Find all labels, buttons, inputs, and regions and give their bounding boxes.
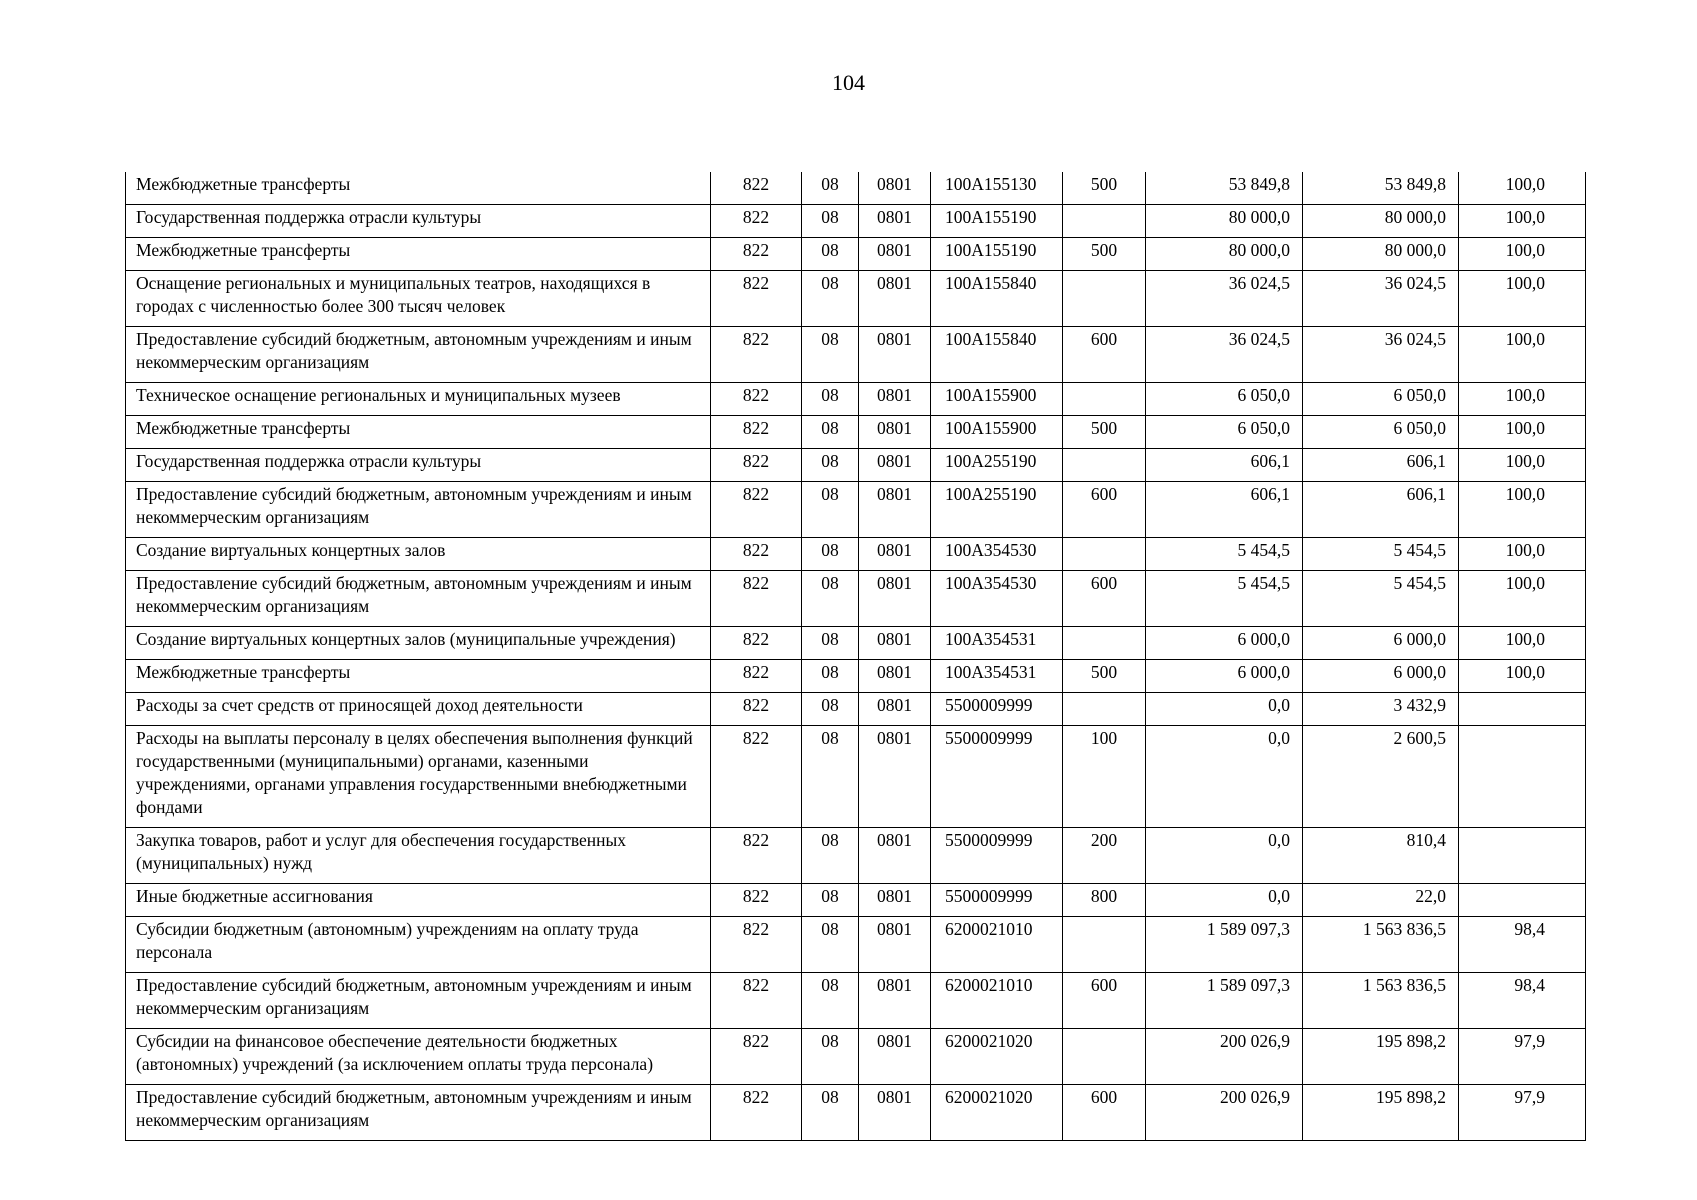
subsection-code-cell: 0801 bbox=[859, 271, 931, 327]
ministry-code-cell: 822 bbox=[711, 238, 802, 271]
subsection-code-cell: 0801 bbox=[859, 627, 931, 660]
execution-percent-cell bbox=[1459, 726, 1586, 828]
table-row bbox=[126, 693, 1586, 726]
execution-percent-cell: 100,0 bbox=[1459, 271, 1586, 327]
expense-name-cell: Государственная поддержка отрасли культуры bbox=[126, 449, 711, 482]
ministry-code-cell: 822 bbox=[711, 917, 802, 973]
actual-amount-cell: 5 454,5 bbox=[1303, 571, 1459, 627]
actual-amount-cell: 3 432,9 bbox=[1303, 693, 1459, 726]
section-code-cell: 08 bbox=[802, 884, 859, 917]
table-row bbox=[126, 660, 1586, 693]
planned-amount-cell: 6 000,0 bbox=[1146, 627, 1303, 660]
planned-amount-cell: 200 026,9 bbox=[1146, 1085, 1303, 1141]
planned-amount-cell: 0,0 bbox=[1146, 726, 1303, 828]
execution-percent-cell: 100,0 bbox=[1459, 327, 1586, 383]
actual-amount-cell: 53 849,8 bbox=[1303, 172, 1459, 205]
target-article-cell: 100A255190 bbox=[931, 482, 1063, 538]
section-code-cell: 08 bbox=[802, 660, 859, 693]
expense-type-cell bbox=[1063, 449, 1146, 482]
subsection-code-cell: 0801 bbox=[859, 693, 931, 726]
planned-amount-cell: 53 849,8 bbox=[1146, 172, 1303, 205]
expense-name-cell: Закупка товаров, работ и услуг для обеспечения государственных (муниципальных) нужд bbox=[126, 828, 711, 884]
expense-type-cell: 500 bbox=[1063, 416, 1146, 449]
table-row bbox=[126, 571, 1586, 627]
planned-amount-cell: 606,1 bbox=[1146, 482, 1303, 538]
section-code-cell: 08 bbox=[802, 571, 859, 627]
expense-name-cell: Оснащение региональных и муниципальных театров, находящихся в городах с численностью более 300 тысяч человек bbox=[126, 271, 711, 327]
ministry-code-cell: 822 bbox=[711, 571, 802, 627]
subsection-code-cell: 0801 bbox=[859, 383, 931, 416]
target-article-cell: 100A255190 bbox=[931, 449, 1063, 482]
target-article-cell: 100A354531 bbox=[931, 660, 1063, 693]
subsection-code-cell: 0801 bbox=[859, 726, 931, 828]
expense-name-cell: Предоставление субсидий бюджетным, автономным учреждениям и иным некоммерческим организациям bbox=[126, 973, 711, 1029]
ministry-code-cell: 822 bbox=[711, 884, 802, 917]
section-code-cell: 08 bbox=[802, 205, 859, 238]
planned-amount-cell: 6 050,0 bbox=[1146, 383, 1303, 416]
planned-amount-cell: 5 454,5 bbox=[1146, 538, 1303, 571]
planned-amount-cell: 0,0 bbox=[1146, 884, 1303, 917]
section-code-cell: 08 bbox=[802, 917, 859, 973]
planned-amount-cell: 0,0 bbox=[1146, 828, 1303, 884]
planned-amount-cell: 36 024,5 bbox=[1146, 327, 1303, 383]
expense-type-cell: 200 bbox=[1063, 828, 1146, 884]
actual-amount-cell: 810,4 bbox=[1303, 828, 1459, 884]
expense-type-cell bbox=[1063, 627, 1146, 660]
expense-type-cell: 100 bbox=[1063, 726, 1146, 828]
ministry-code-cell: 822 bbox=[711, 327, 802, 383]
execution-percent-cell: 98,4 bbox=[1459, 917, 1586, 973]
planned-amount-cell: 1 589 097,3 bbox=[1146, 917, 1303, 973]
planned-amount-cell: 80 000,0 bbox=[1146, 238, 1303, 271]
target-article-cell: 100A155130 bbox=[931, 172, 1063, 205]
actual-amount-cell: 2 600,5 bbox=[1303, 726, 1459, 828]
expense-type-cell bbox=[1063, 1029, 1146, 1085]
ministry-code-cell: 822 bbox=[711, 726, 802, 828]
actual-amount-cell: 36 024,5 bbox=[1303, 327, 1459, 383]
ministry-code-cell: 822 bbox=[711, 538, 802, 571]
ministry-code-cell: 822 bbox=[711, 383, 802, 416]
subsection-code-cell: 0801 bbox=[859, 238, 931, 271]
ministry-code-cell: 822 bbox=[711, 1029, 802, 1085]
expense-name-cell: Создание виртуальных концертных залов bbox=[126, 538, 711, 571]
table-row bbox=[126, 1085, 1586, 1141]
target-article-cell: 100A354530 bbox=[931, 538, 1063, 571]
subsection-code-cell: 0801 bbox=[859, 327, 931, 383]
expense-name-cell: Субсидии бюджетным (автономным) учреждениям на оплату труда персонала bbox=[126, 917, 711, 973]
actual-amount-cell: 6 000,0 bbox=[1303, 627, 1459, 660]
actual-amount-cell: 80 000,0 bbox=[1303, 238, 1459, 271]
target-article-cell: 5500009999 bbox=[931, 884, 1063, 917]
execution-percent-cell: 97,9 bbox=[1459, 1085, 1586, 1141]
subsection-code-cell: 0801 bbox=[859, 917, 931, 973]
table-row bbox=[126, 238, 1586, 271]
target-article-cell: 5500009999 bbox=[931, 693, 1063, 726]
expense-name-cell: Предоставление субсидий бюджетным, автономным учреждениям и иным некоммерческим организациям bbox=[126, 327, 711, 383]
actual-amount-cell: 6 000,0 bbox=[1303, 660, 1459, 693]
target-article-cell: 100A354530 bbox=[931, 571, 1063, 627]
ministry-code-cell: 822 bbox=[711, 482, 802, 538]
section-code-cell: 08 bbox=[802, 383, 859, 416]
execution-percent-cell: 100,0 bbox=[1459, 383, 1586, 416]
page-number: 104 bbox=[832, 70, 865, 95]
actual-amount-cell: 80 000,0 bbox=[1303, 205, 1459, 238]
section-code-cell: 08 bbox=[802, 238, 859, 271]
execution-percent-cell bbox=[1459, 828, 1586, 884]
execution-percent-cell: 100,0 bbox=[1459, 571, 1586, 627]
planned-amount-cell: 5 454,5 bbox=[1146, 571, 1303, 627]
actual-amount-cell: 6 050,0 bbox=[1303, 416, 1459, 449]
ministry-code-cell: 822 bbox=[711, 660, 802, 693]
expense-type-cell: 600 bbox=[1063, 1085, 1146, 1141]
section-code-cell: 08 bbox=[802, 726, 859, 828]
expense-type-cell: 600 bbox=[1063, 571, 1146, 627]
execution-percent-cell: 100,0 bbox=[1459, 416, 1586, 449]
target-article-cell: 6200021020 bbox=[931, 1029, 1063, 1085]
planned-amount-cell: 200 026,9 bbox=[1146, 1029, 1303, 1085]
subsection-code-cell: 0801 bbox=[859, 482, 931, 538]
target-article-cell: 5500009999 bbox=[931, 828, 1063, 884]
planned-amount-cell: 0,0 bbox=[1146, 693, 1303, 726]
ministry-code-cell: 822 bbox=[711, 172, 802, 205]
ministry-code-cell: 822 bbox=[711, 449, 802, 482]
subsection-code-cell: 0801 bbox=[859, 538, 931, 571]
section-code-cell: 08 bbox=[802, 271, 859, 327]
ministry-code-cell: 822 bbox=[711, 828, 802, 884]
table-row bbox=[126, 538, 1586, 571]
execution-percent-cell: 100,0 bbox=[1459, 238, 1586, 271]
expense-name-cell: Предоставление субсидий бюджетным, автономным учреждениям и иным некоммерческим организациям bbox=[126, 482, 711, 538]
section-code-cell: 08 bbox=[802, 538, 859, 571]
expense-name-cell: Расходы на выплаты персоналу в целях обеспечения выполнения функций государственными (муниципальными) органами, казенными учреждениями, органами управления государственными внебюджетными фондами bbox=[126, 726, 711, 828]
planned-amount-cell: 36 024,5 bbox=[1146, 271, 1303, 327]
planned-amount-cell: 80 000,0 bbox=[1146, 205, 1303, 238]
expense-name-cell: Иные бюджетные ассигнования bbox=[126, 884, 711, 917]
ministry-code-cell: 822 bbox=[711, 416, 802, 449]
section-code-cell: 08 bbox=[802, 172, 859, 205]
actual-amount-cell: 606,1 bbox=[1303, 482, 1459, 538]
table-row bbox=[126, 726, 1586, 828]
table-row bbox=[126, 205, 1586, 238]
target-article-cell: 6200021010 bbox=[931, 973, 1063, 1029]
table-row bbox=[126, 271, 1586, 327]
ministry-code-cell: 822 bbox=[711, 973, 802, 1029]
table-row bbox=[126, 1029, 1586, 1085]
expense-name-cell: Межбюджетные трансферты bbox=[126, 238, 711, 271]
section-code-cell: 08 bbox=[802, 416, 859, 449]
expense-type-cell bbox=[1063, 271, 1146, 327]
table-row bbox=[126, 973, 1586, 1029]
expense-type-cell: 600 bbox=[1063, 482, 1146, 538]
subsection-code-cell: 0801 bbox=[859, 660, 931, 693]
execution-percent-cell bbox=[1459, 884, 1586, 917]
expense-type-cell: 500 bbox=[1063, 238, 1146, 271]
subsection-code-cell: 0801 bbox=[859, 1029, 931, 1085]
target-article-cell: 6200021010 bbox=[931, 917, 1063, 973]
target-article-cell: 100A354531 bbox=[931, 627, 1063, 660]
planned-amount-cell: 6 050,0 bbox=[1146, 416, 1303, 449]
table-row bbox=[126, 917, 1586, 973]
table-row bbox=[126, 627, 1586, 660]
expense-type-cell bbox=[1063, 917, 1146, 973]
subsection-code-cell: 0801 bbox=[859, 1085, 931, 1141]
expense-name-cell: Межбюджетные трансферты bbox=[126, 416, 711, 449]
table-row bbox=[126, 884, 1586, 917]
actual-amount-cell: 195 898,2 bbox=[1303, 1085, 1459, 1141]
execution-percent-cell: 100,0 bbox=[1459, 449, 1586, 482]
table-row bbox=[126, 449, 1586, 482]
target-article-cell: 5500009999 bbox=[931, 726, 1063, 828]
actual-amount-cell: 6 050,0 bbox=[1303, 383, 1459, 416]
expense-type-cell bbox=[1063, 693, 1146, 726]
ministry-code-cell: 822 bbox=[711, 271, 802, 327]
actual-amount-cell: 195 898,2 bbox=[1303, 1029, 1459, 1085]
target-article-cell: 100A155900 bbox=[931, 416, 1063, 449]
target-article-cell: 100A155900 bbox=[931, 383, 1063, 416]
ministry-code-cell: 822 bbox=[711, 693, 802, 726]
expense-name-cell: Расходы за счет средств от приносящей доход деятельности bbox=[126, 693, 711, 726]
expense-name-cell: Субсидии на финансовое обеспечение деятельности бюджетных (автономных) учреждений (за исключением оплаты труда персонала) bbox=[126, 1029, 711, 1085]
execution-percent-cell bbox=[1459, 693, 1586, 726]
actual-amount-cell: 5 454,5 bbox=[1303, 538, 1459, 571]
execution-percent-cell: 100,0 bbox=[1459, 482, 1586, 538]
planned-amount-cell: 6 000,0 bbox=[1146, 660, 1303, 693]
expense-name-cell: Техническое оснащение региональных и муниципальных музеев bbox=[126, 383, 711, 416]
expense-name-cell: Предоставление субсидий бюджетным, автономным учреждениям и иным некоммерческим организациям bbox=[126, 571, 711, 627]
actual-amount-cell: 1 563 836,5 bbox=[1303, 973, 1459, 1029]
subsection-code-cell: 0801 bbox=[859, 973, 931, 1029]
subsection-code-cell: 0801 bbox=[859, 571, 931, 627]
ministry-code-cell: 822 bbox=[711, 1085, 802, 1141]
target-article-cell: 100A155840 bbox=[931, 271, 1063, 327]
table-row bbox=[126, 327, 1586, 383]
table-body bbox=[126, 172, 1586, 1141]
expense-name-cell: Межбюджетные трансферты bbox=[126, 172, 711, 205]
subsection-code-cell: 0801 bbox=[859, 884, 931, 917]
subsection-code-cell: 0801 bbox=[859, 172, 931, 205]
expense-type-cell: 600 bbox=[1063, 973, 1146, 1029]
section-code-cell: 08 bbox=[802, 693, 859, 726]
target-article-cell: 100A155190 bbox=[931, 205, 1063, 238]
subsection-code-cell: 0801 bbox=[859, 828, 931, 884]
section-code-cell: 08 bbox=[802, 1029, 859, 1085]
execution-percent-cell: 100,0 bbox=[1459, 172, 1586, 205]
section-code-cell: 08 bbox=[802, 449, 859, 482]
ministry-code-cell: 822 bbox=[711, 627, 802, 660]
execution-percent-cell: 100,0 bbox=[1459, 538, 1586, 571]
expense-type-cell: 800 bbox=[1063, 884, 1146, 917]
execution-percent-cell: 97,9 bbox=[1459, 1029, 1586, 1085]
subsection-code-cell: 0801 bbox=[859, 205, 931, 238]
expense-type-cell: 500 bbox=[1063, 660, 1146, 693]
section-code-cell: 08 bbox=[802, 828, 859, 884]
execution-percent-cell: 100,0 bbox=[1459, 205, 1586, 238]
table-row bbox=[126, 482, 1586, 538]
execution-percent-cell: 98,4 bbox=[1459, 973, 1586, 1029]
ministry-code-cell: 822 bbox=[711, 205, 802, 238]
section-code-cell: 08 bbox=[802, 327, 859, 383]
expense-type-cell bbox=[1063, 205, 1146, 238]
expense-type-cell: 600 bbox=[1063, 327, 1146, 383]
target-article-cell: 100A155190 bbox=[931, 238, 1063, 271]
expense-type-cell bbox=[1063, 538, 1146, 571]
expense-type-cell: 500 bbox=[1063, 172, 1146, 205]
target-article-cell: 6200021020 bbox=[931, 1085, 1063, 1141]
expense-name-cell: Межбюджетные трансферты bbox=[126, 660, 711, 693]
expense-type-cell bbox=[1063, 383, 1146, 416]
expense-name-cell: Предоставление субсидий бюджетным, автономным учреждениям и иным некоммерческим организациям bbox=[126, 1085, 711, 1141]
subsection-code-cell: 0801 bbox=[859, 449, 931, 482]
section-code-cell: 08 bbox=[802, 973, 859, 1029]
expense-name-cell: Создание виртуальных концертных залов (муниципальные учреждения) bbox=[126, 627, 711, 660]
subsection-code-cell: 0801 bbox=[859, 416, 931, 449]
planned-amount-cell: 606,1 bbox=[1146, 449, 1303, 482]
section-code-cell: 08 bbox=[802, 482, 859, 538]
table-row bbox=[126, 828, 1586, 884]
section-code-cell: 08 bbox=[802, 1085, 859, 1141]
actual-amount-cell: 22,0 bbox=[1303, 884, 1459, 917]
table-row bbox=[126, 172, 1586, 205]
execution-percent-cell: 100,0 bbox=[1459, 660, 1586, 693]
section-code-cell: 08 bbox=[802, 627, 859, 660]
expense-name-cell: Государственная поддержка отрасли культуры bbox=[126, 205, 711, 238]
actual-amount-cell: 606,1 bbox=[1303, 449, 1459, 482]
planned-amount-cell: 1 589 097,3 bbox=[1146, 973, 1303, 1029]
table-row bbox=[126, 383, 1586, 416]
actual-amount-cell: 36 024,5 bbox=[1303, 271, 1459, 327]
table-row bbox=[126, 416, 1586, 449]
execution-percent-cell: 100,0 bbox=[1459, 627, 1586, 660]
target-article-cell: 100A155840 bbox=[931, 327, 1063, 383]
actual-amount-cell: 1 563 836,5 bbox=[1303, 917, 1459, 973]
budget-table bbox=[125, 172, 1586, 1141]
